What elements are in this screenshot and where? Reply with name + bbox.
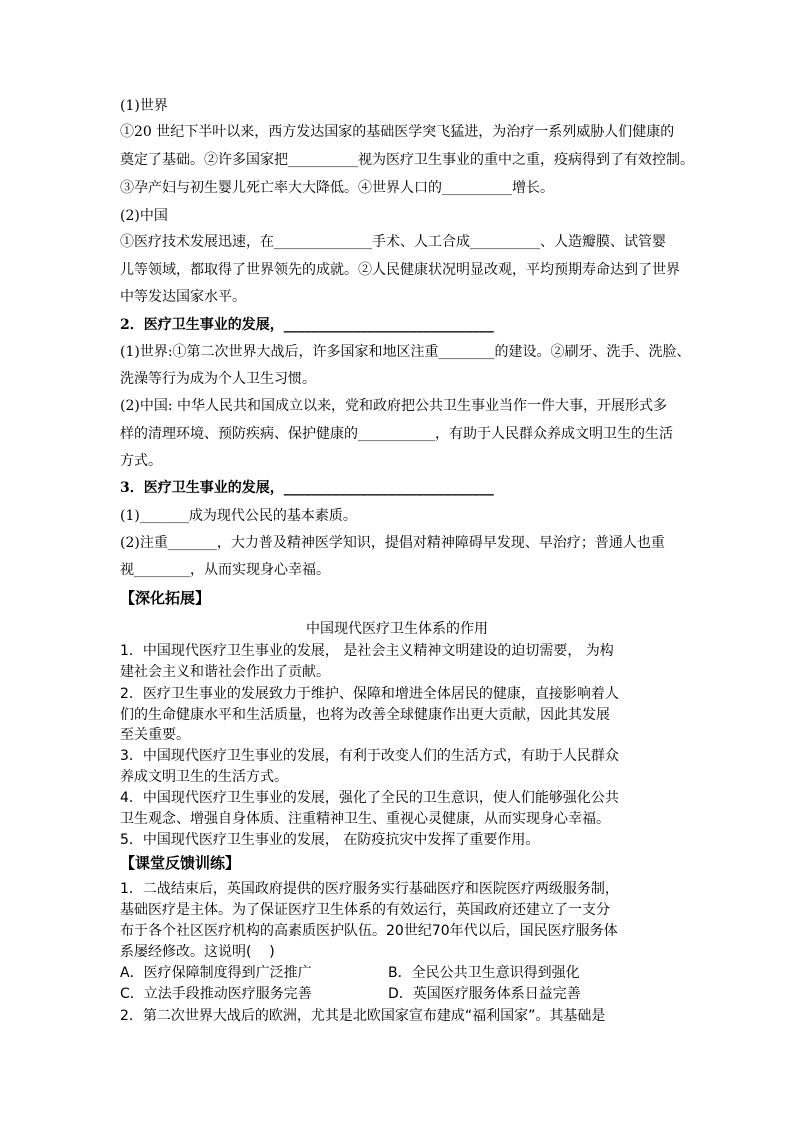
question-1-line: 1．二战结束后，英国政府提供的医疗服务实行基础医疗和医院医疗两级服务制， (120, 881, 619, 897)
question-2-line: 2．第二次世界大战后的欧洲，尤其是北欧国家宣布建成“福利国家”。其基础是 (120, 1008, 606, 1024)
option-d: D．英国医疗服务体系日益完善 (388, 986, 581, 1002)
deepen-line: 养成文明卫生的生活方式。 (120, 769, 288, 785)
world-heading: (1)世界 (120, 98, 168, 114)
section-3-line-1: (1)_______成为现代公民的基本素质。 (120, 508, 357, 524)
china-line-1: ①医疗技术发展迅速，在______________手术、人工合成__________、人造瓣膜、试管婴 (120, 234, 666, 250)
deepen-line: 建社会主义和谐社会作出了贡献。 (120, 664, 330, 680)
section-3-line-2: (2)注重_______，大力普及精神医学知识，提倡对精神障碍早发现、早治疗；普通人也重 (120, 535, 665, 551)
section-2-line-1: (1)世界:①第二次世界大战后，许多国家和地区注重________的建设。②刷牙、洗手、洗脸、 (120, 344, 691, 360)
section-3-line-3: 视________，从而实现身心幸福。 (120, 562, 330, 578)
question-1-line: 基础医疗是主体。为了保证医疗卫生体系的有效运行，英国政府还建立了一支分 (120, 902, 610, 918)
china-line-2: 儿等领域，都取得了世界领先的成就。②人民健康状况明显改观，平均预期寿命达到了世界 (120, 262, 680, 278)
section-2-line-2: 洗澡等行为成为个人卫生习惯。 (120, 371, 316, 387)
deepen-line: 1．中国现代医疗卫生事业的发展， 是社会主义精神文明建设的迫切需要， 为构 (120, 643, 614, 659)
question-1-line: 布于各个社区医疗机构的高素质医护队伍。20世纪70年代以后，国民医疗服务体 (120, 923, 618, 939)
deepen-line: 4．中国现代医疗卫生事业的发展，强化了全民的卫生意识，使人们能够强化公共 (120, 790, 619, 806)
section-2-line-4: 样的清理环境、预防疾病、保护健康的___________，有助于人民群众养成文明卫生的生活 (120, 426, 673, 442)
option-b: B．全民公共卫生意识得到强化 (388, 965, 580, 981)
deepen-line: 至关重要。 (120, 727, 190, 743)
china-heading: (2)中国 (120, 208, 168, 224)
section-2-line-3: (2)中国: 中华人民共和国成立以来，党和政府把公共卫生事业当作一件大事，开展形式多 (120, 398, 667, 414)
deepen-line: 3．中国现代医疗卫生事业的发展，有利于改变人们的生活方式，有助于人民群众 (120, 748, 619, 764)
section-2-heading: 2．医疗卫生事业的发展，______________________________ (120, 317, 494, 333)
deepen-line: 5．中国现代医疗卫生事业的发展， 在防疫抗灾中发挥了重要作用。 (120, 832, 540, 848)
option-a: A．医疗保障制度得到广泛推广 (120, 965, 312, 981)
world-line-3: ③孕产妇与初生婴儿死亡率大大降低。④世界人口的__________增长。 (120, 180, 554, 196)
china-line-3: 中等发达国家水平。 (120, 289, 246, 305)
deepen-line: 2．医疗卫生事业的发展致力于维护、保障和增进全体居民的健康，直接影响着人 (120, 686, 619, 702)
option-c: C．立法手段推动医疗服务完善 (120, 986, 312, 1002)
deepen-title: 中国现代医疗卫生体系的作用 (306, 621, 488, 637)
question-1-line: 系屡经修改。这说明( ) (120, 944, 275, 960)
deepen-heading: 【深化拓展】 (120, 589, 211, 607)
feedback-heading: 【课堂反馈训练】 (120, 854, 241, 872)
section-3-heading: 3．医疗卫生事业的发展，______________________________ (120, 480, 494, 496)
deepen-line: 们的生命健康水平和生活质量，也将为改善全球健康作出更大贡献，因此其发展 (120, 707, 610, 723)
section-2-line-5: 方式。 (120, 453, 162, 469)
world-line-2: 奠定了基础。②许多国家把__________视为医疗卫生事业的重中之重，疫病得到了有效控制。 (120, 152, 694, 168)
world-line-1: ①20 世纪下半叶以来，西方发达国家的基础医学突飞猛进，为治疗一系列威胁人们健康的 (120, 124, 675, 140)
deepen-line: 卫生观念、增强自身体质、注重精神卫生、重视心灵健康，从而实现身心幸福。 (120, 811, 610, 827)
